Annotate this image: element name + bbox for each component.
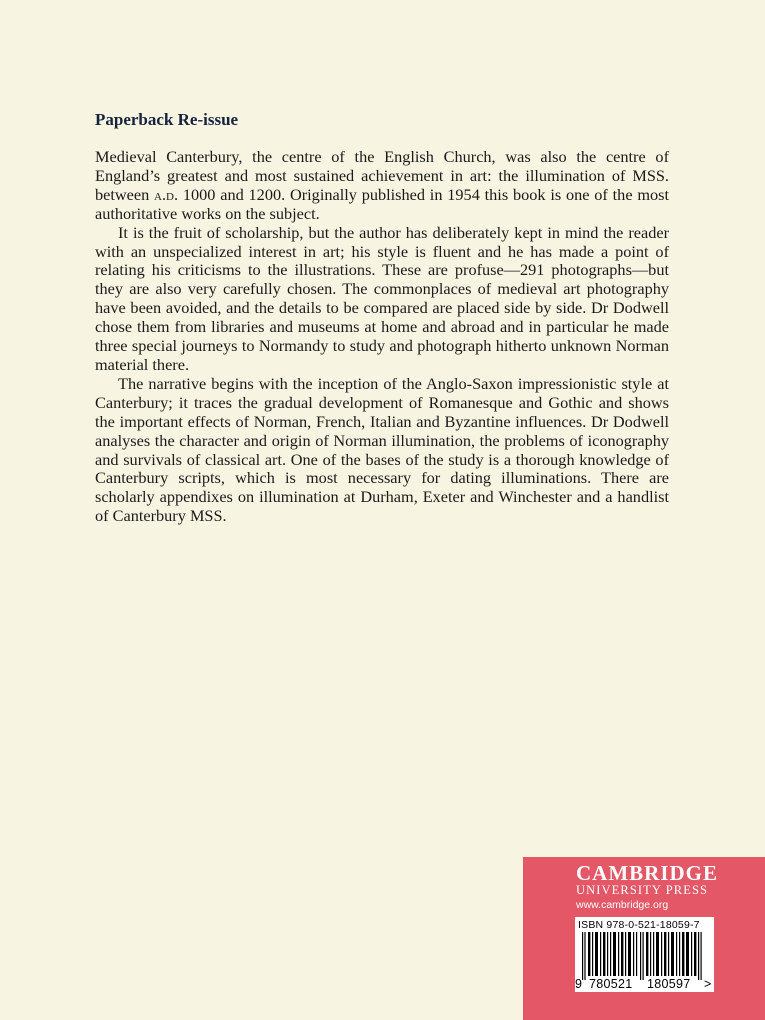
paragraph-1: Medieval Canterbury, the centre of the English Church, was also the centre of England’s greatest and most sustained achievement in art: the illumination of MSS. between a.d. 1000 and 1200. Originally published in 1954 this book is one of the most authoritative works on the subject. (95, 147, 670, 223)
publisher-panel (523, 857, 765, 1020)
paragraph-3: The narrative begins with the inception of the Anglo-Saxon impressionistic style at Canterbury; it traces the gradual development of Romanesque and Gothic and shows the important effects of Norman, French, Italian and Byzantine influences. Dr Dodwell analyses the character and origin of Norman illumination, the problems of iconography and survivals of classical art. One of the bases of the study is a thorough knowledge of Canterbury scripts, which is most necessary for dating illuminations. There are scholarly appendixes on illumination at Durham, Exeter and Winchester and a handlist of Canterbury MSS. (95, 373, 669, 526)
publisher-logo: CAMBRIDGE (576, 861, 719, 885)
section-heading: Paperback Re-issue (95, 110, 239, 129)
paragraph-2: It is the fruit of scholarship, but the author has deliberately kept in mind the reader with an unspecialized interest in art; his style is fluent and he has made a point of relating his criticisms to the illustrations. These are profuse—291 photographs—but they are also very carefully chosen. The commonplaces of medieval art photography have been avoided, and the details to be compared are placed side by side. Dr Dodwell chose them from libraries and museums at home and abroad and in particular he made three special journeys to Normandy to study and photograph hitherto unknown Norman material there. (95, 222, 669, 374)
barcode: ISBN 978-0-521-18059-7 9 780521 180597 > (575, 917, 714, 992)
publisher-url: www.cambridge.org (576, 899, 669, 911)
publisher-subname: UNIVERSITY PRESS (576, 883, 709, 897)
blurb-text (95, 148, 669, 526)
isbn-label: ISBN 978-0-521-18059-7 (578, 919, 700, 931)
barcode-bars-icon (582, 932, 707, 980)
